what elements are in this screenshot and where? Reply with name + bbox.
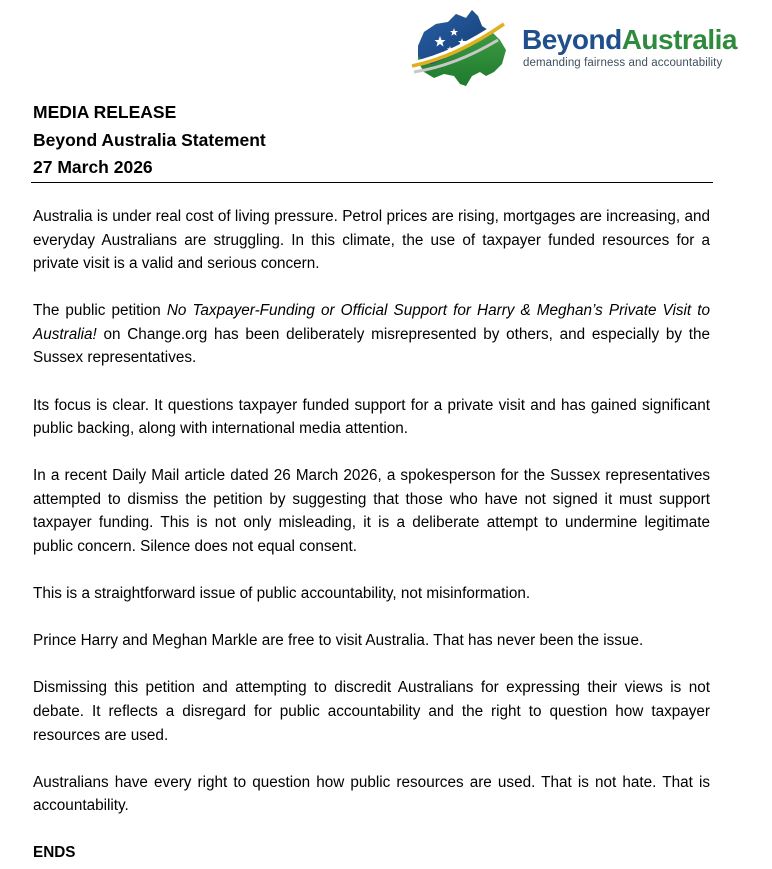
petition-title: No Taxpayer-Funding or Official Support for Harry & Meghan’s Private Visit to Australia!	[33, 302, 711, 343]
australia-map-icon	[410, 6, 520, 90]
paragraph-8: Australians have every right to question how public resources are used. That is not hate. That is accountability.	[33, 773, 710, 815]
release-body	[33, 205, 710, 865]
beyond-australia-logo	[410, 6, 755, 90]
paragraph-4: In a recent Daily Mail article dated 26 March 2026, a spokesperson for the Sussex representatives attempted to dismiss the petition by suggesting that those who have not signed it must support taxpayer funding. This is not only misleading, it is a deliberate attempt to undermine legitimate public concern. Silence does not equal consent.	[33, 467, 710, 556]
paragraph-2-intro: The public petition	[33, 302, 167, 320]
brand-name-australia: Australia	[621, 24, 738, 55]
paragraph-7: Dismissing this petition and attempting to discredit Australians for expressing their views is not debate. It reflects a disregard for public accountability and the right to question how taxpayer resources are used.	[33, 679, 710, 744]
paragraph-6: Prince Harry and Meghan Markle are free to visit Australia. That has never been the issue.	[33, 632, 644, 650]
ends-marker: ENDS	[33, 844, 76, 862]
brand-name	[522, 24, 737, 56]
release-header	[33, 99, 713, 182]
paragraph-2	[33, 299, 710, 370]
release-title: Beyond Australia Statement	[33, 129, 266, 150]
brand-tagline: demanding fairness and accountability	[523, 57, 723, 69]
brand-name-beyond: Beyond	[522, 24, 622, 55]
paragraph-2-rest: on Change.org has been deliberately misrepresented by others, and especially by the Sussex representatives.	[33, 325, 710, 367]
paragraph-3: Its focus is clear. It questions taxpayer funded support for a private visit and has gained significant public backing, along with international media attention.	[33, 396, 710, 438]
paragraph-1: Australia is under real cost of living pressure. Petrol prices are rising, mortgages are increasing, and everyday Australians are struggling. In this climate, the use of taxpayer funded resources for a private visit is a valid and serious concern.	[33, 208, 710, 273]
header-divider	[31, 182, 713, 183]
release-date: 27 March 2026	[33, 157, 153, 177]
release-type: MEDIA RELEASE	[33, 102, 177, 122]
paragraph-5: This is a straightforward issue of public accountability, not misinformation.	[33, 585, 531, 603]
